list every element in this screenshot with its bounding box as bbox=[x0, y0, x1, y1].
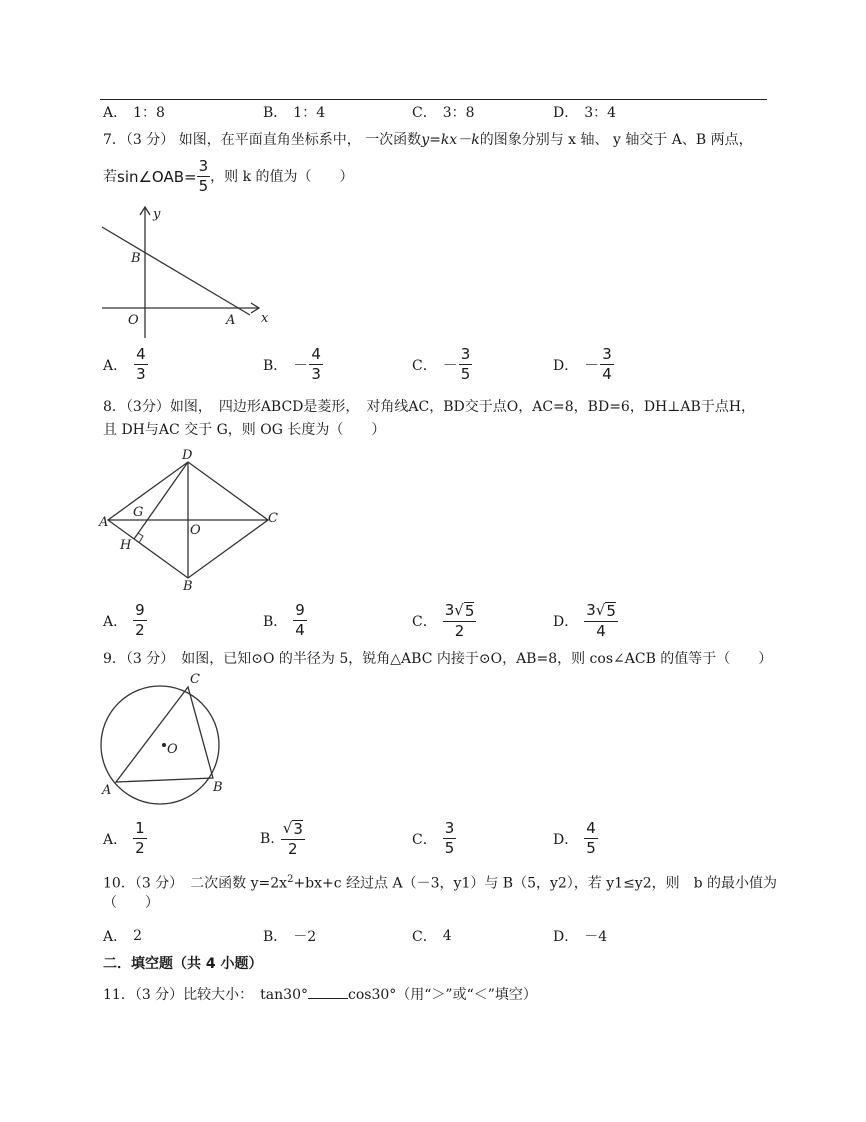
q6-option-a: A． 1：8 bbox=[103, 105, 165, 121]
section-title: 二．填空题（共 4 小题） bbox=[103, 956, 263, 972]
label-b: B bbox=[131, 251, 141, 266]
q7-option-b: B． － $\frac{4}{3}$ bbox=[263, 345, 321, 383]
q6-option-d: D． 3：4 bbox=[553, 105, 617, 121]
label-g: G bbox=[133, 505, 144, 520]
label-o: O bbox=[190, 523, 201, 538]
label-d: D bbox=[182, 448, 193, 463]
q8-stem-line1: 8．（3分）如图， 四边形ABCD是菱形， 对角线AC，BD交于点O，AC=8，BD=6，DH⊥AB于点H， bbox=[103, 399, 756, 415]
q7-sin-fraction: $\frac{3}{5}$ bbox=[198, 157, 209, 195]
q8-option-a: A． $\frac{9}{2}$ bbox=[103, 601, 145, 639]
q8-stem-line2: 且 DH与AC 交于 G，则 OG 长度为（ ） bbox=[103, 422, 386, 438]
q10-option-a: A． 2 bbox=[103, 928, 143, 945]
q10-option-b: B． －2 bbox=[263, 929, 317, 945]
label-y: y bbox=[153, 207, 161, 222]
circle-o bbox=[101, 686, 219, 804]
q8-figure bbox=[98, 445, 288, 595]
label-a: A bbox=[226, 313, 236, 328]
header-rule bbox=[100, 99, 767, 100]
q8-option-c: C． 3 √ 5 2 bbox=[412, 601, 475, 640]
q7-option-d: D． － $\frac{3}{4}$ bbox=[553, 345, 612, 383]
label-c: C bbox=[268, 511, 278, 526]
label-x: x bbox=[261, 311, 269, 326]
q9-figure bbox=[96, 670, 236, 805]
q9-option-a: A． $\frac{1}{2}$ bbox=[103, 819, 145, 857]
q6-option-c: C． 3：8 bbox=[412, 105, 475, 121]
q7-stem-line1: 7．（3 分） 如图，在平面直角坐标系中， 一次函数y=kx－k的图象分别与 x 轴、 y 轴交于 A、B 两点， bbox=[103, 132, 753, 148]
label-b: B bbox=[213, 780, 223, 795]
q6-option-b: B． 1：4 bbox=[263, 105, 326, 121]
label-c: C bbox=[190, 672, 200, 687]
q10-stem-line1: 10．（3 分） 二次函数 $y=2x^2+bx+c$ 经过点 A（－3，y1）与 B（5，y2），若 y1≤y2，则 b 的最小值为 bbox=[103, 874, 778, 892]
center-point bbox=[162, 743, 166, 747]
q10-option-c: C． 4 bbox=[412, 928, 452, 945]
segment-dh bbox=[134, 462, 188, 539]
q9-option-d: D． $\frac{4}{5}$ bbox=[553, 819, 596, 857]
label-a: A bbox=[102, 783, 112, 798]
q10-option-d: D． －4 bbox=[553, 929, 608, 945]
q9-option-b: B. √ 3 2 bbox=[260, 819, 303, 858]
q10-stem-line2: （ ） bbox=[103, 895, 159, 911]
label-h: H bbox=[120, 538, 132, 553]
q7-option-c: C． － $\frac{3}{5}$ bbox=[412, 345, 471, 383]
q11-stem: 11．（3 分）比较大小： tan30° cos30°（用“＞”或“＜”填空） bbox=[103, 984, 537, 1005]
line-ab bbox=[102, 227, 250, 315]
q11-answer-blank[interactable] bbox=[308, 984, 348, 999]
q8-option-d: D． 3 √ 5 4 bbox=[553, 601, 616, 640]
q8-option-b: B． $\frac{9}{4}$ bbox=[263, 601, 305, 639]
label-a: A bbox=[99, 515, 109, 530]
q7-option-a: A． $\frac{4}{3}$ bbox=[103, 345, 146, 383]
label-o: O bbox=[167, 742, 178, 757]
triangle-abc bbox=[116, 687, 213, 782]
q7-figure bbox=[98, 200, 273, 340]
q9-option-c: C． $\frac{3}{5}$ bbox=[412, 819, 455, 857]
q9-stem: 9．（3 分） 如图，已知⊙O 的半径为 5，锐角△ABC 内接于⊙O，AB=8，则 cos∠ACB 的值等于（ ） bbox=[103, 651, 773, 667]
q7-stem-line2: 若 sin∠OAB= $\frac{3}{5}$ ，则 k 的值为（ ） bbox=[103, 157, 354, 195]
label-o: O bbox=[128, 313, 139, 328]
label-b: B bbox=[183, 579, 193, 594]
